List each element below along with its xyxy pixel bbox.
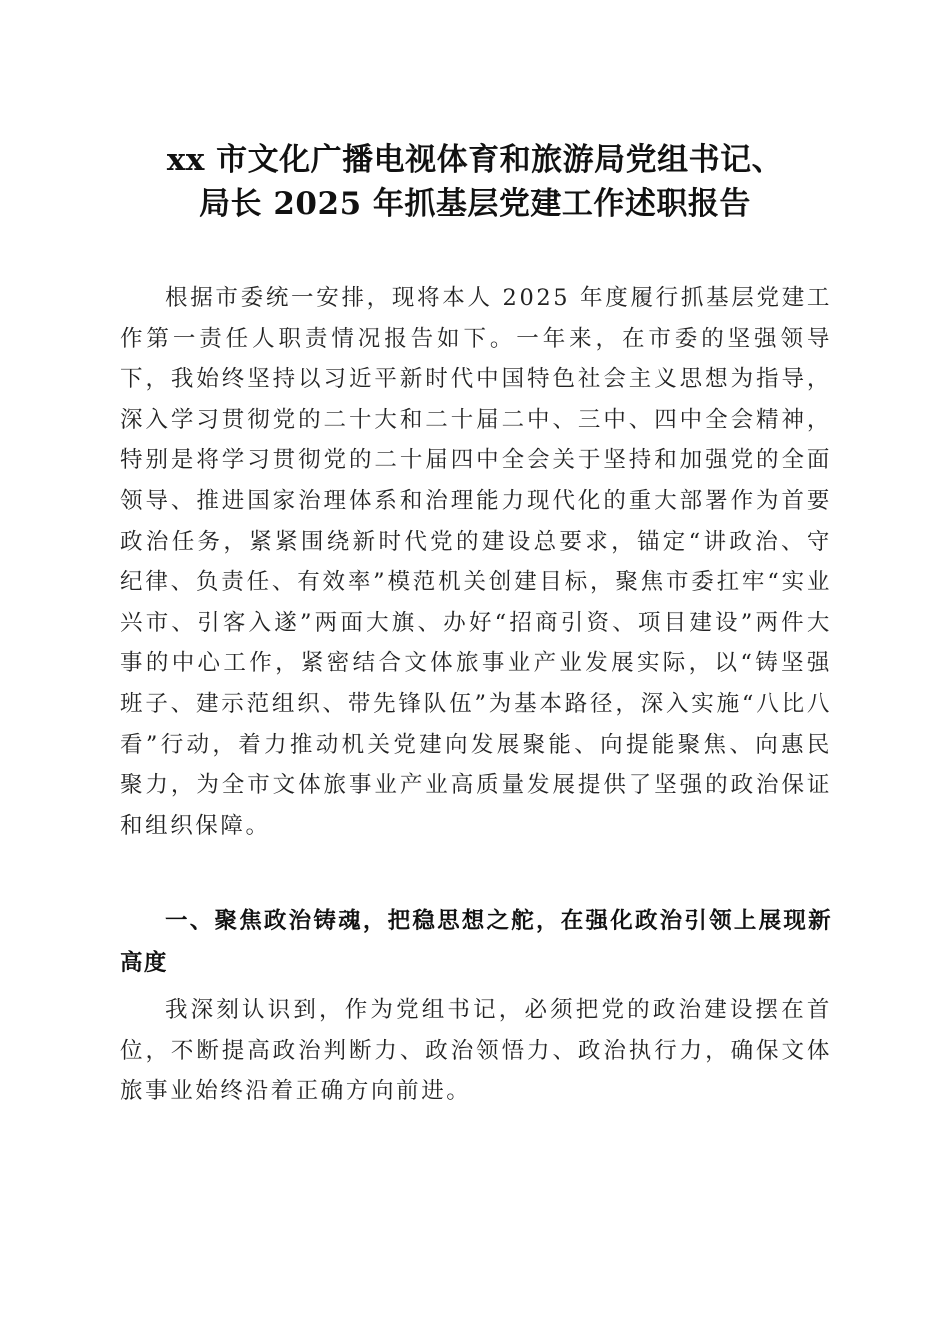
title-line-2: 局长 2025 年抓基层党建工作述职报告	[199, 186, 751, 222]
title-line-1: xx 市文化广播电视体育和旅游局党组书记、	[166, 142, 784, 178]
intro-paragraph: 根据市委统一安排，现将本人 2025 年度履行抓基层党建工作第一责任人职责情况报告如下。一年来，在市委的坚强领导下，我始终坚持以习近平新时代中国特色社会主义思想为指导，深入学习贯彻党的二十大和二十届二中、三中、四中全会精神，特别是将学习贯彻党的二十届四中全会关于坚持和加强党的全面领导、推进国家治理体系和治理能力现代化的重大部署作为首要政治任务，紧紧围绕新时代党的建设总要求，锚定“讲政治、守纪律、负责任、有效率”模范机关创建目标，聚焦市委扛牢“实业兴市、引客入遂”两面大旗、办好“招商引资、项目建设”两件大事的中心工作，紧密结合文体旅事业产业发展实际，以“铸坚强班子、建示范组织、带先锋队伍”为基本路径，深入实施“八比八看”行动，着力推动机关党建向发展聚能、向提能聚焦、向惠民聚力，为全市文体旅事业产业高质量发展提供了坚强的政治保证和组织保障。	[120, 285, 832, 839]
section-1-paragraph: 我深刻认识到，作为党组书记，必须把党的政治建设摆在首位，不断提高政治判断力、政治领悟力、政治执行力，确保文体旅事业始终沿着正确方向前进。	[120, 997, 832, 1105]
section-1-heading: 一、聚焦政治铸魂，把稳思想之舵，在强化政治引领上展现新高度	[120, 908, 832, 976]
document-title	[100, 138, 850, 226]
